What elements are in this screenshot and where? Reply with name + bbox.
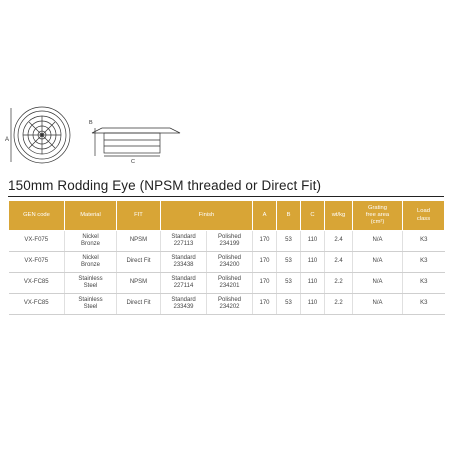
header-a: A [253,201,277,231]
cell-c: 110 [301,252,325,273]
table-row [9,294,445,315]
dimension-b-label: B [89,120,93,126]
cell-c: 110 [301,294,325,315]
table-row [9,231,445,252]
cell-finish-standard [161,231,207,252]
cell-finish-polished-label: Polished [217,254,241,261]
cell-finish-standard [161,273,207,294]
cell-material-line1: Nickel [82,233,99,240]
cell-weight: 2.4 [325,252,353,273]
cell-finish-polished-code: 234202 [219,304,240,310]
cell-fit: Direct Fit [117,294,161,315]
cell-b: 53 [277,273,301,294]
table-row [9,273,445,294]
title-divider [8,196,444,197]
cell-a: 170 [253,294,277,315]
header-load-class [403,201,445,231]
product-title: 150mm Rodding Eye (NPSM threaded or Direct Fit) [8,178,322,193]
product-drawings [0,100,452,170]
cell-weight: 2.2 [325,273,353,294]
table-row [9,252,445,273]
cell-material-line2: Steel [83,304,98,310]
header-grating-free-area [353,201,403,231]
header-grating-line3: (cm²) [370,219,385,226]
cell-material-line1: Stainless [78,275,103,282]
cell-a: 170 [253,231,277,252]
header-load-line1: Load [417,208,430,215]
cell-grating: N/A [353,294,403,315]
cell-material-line2: Bronze [80,241,100,247]
cell-a: 170 [253,273,277,294]
cell-load: K3 [403,231,445,252]
cell-finish-standard [161,294,207,315]
cell-grating: N/A [353,231,403,252]
cell-material [65,294,117,315]
cell-finish-polished-label: Polished [217,275,241,282]
cell-finish-polished-code: 234199 [219,241,240,247]
cell-finish-standard-label: Standard [171,275,196,282]
dimension-c-label: C [131,159,135,165]
cell-fit: Direct Fit [117,252,161,273]
cell-weight: 2.2 [325,294,353,315]
cell-finish-polished-label: Polished [217,296,241,303]
cell-c: 110 [301,231,325,252]
cell-weight: 2.4 [325,231,353,252]
table-header-row [9,201,445,231]
cell-finish-polished-label: Polished [217,233,241,240]
cell-finish-standard-code: 227114 [173,283,194,289]
cell-finish-standard-code: 227113 [173,241,194,247]
cell-finish-standard-label: Standard [171,233,196,240]
cell-material-line2: Steel [83,283,98,289]
cell-finish-polished [207,294,253,315]
cell-code: VX-F075 [9,252,65,273]
cell-finish-standard-code: 233439 [173,304,194,310]
header-weight: wt/kg [325,201,353,231]
cell-finish-polished [207,252,253,273]
cell-fit: NPSM [117,273,161,294]
dimension-a-label: A [5,137,10,143]
cell-code: VX-F075 [9,231,65,252]
cell-material [65,273,117,294]
cell-material-line2: Bronze [80,262,100,268]
cell-finish-standard-label: Standard [171,296,196,303]
cell-b: 53 [277,231,301,252]
cell-code: VX-FC85 [9,294,65,315]
cell-code: VX-FC85 [9,273,65,294]
cell-finish-polished-code: 234200 [219,262,240,268]
cell-finish-polished-code: 234201 [219,283,240,289]
cell-c: 110 [301,273,325,294]
side-view-drawing [89,120,180,165]
cell-load: K3 [403,252,445,273]
cell-b: 53 [277,252,301,273]
top-view-drawing [5,107,70,163]
cell-grating: N/A [353,252,403,273]
cell-grating: N/A [353,273,403,294]
cell-material-line1: Nickel [82,254,99,261]
header-material: Material [65,201,117,231]
specification-table [8,200,445,315]
cell-load: K3 [403,273,445,294]
cell-finish-polished [207,273,253,294]
cell-load: K3 [403,294,445,315]
cell-finish-standard-label: Standard [171,254,196,261]
cell-material [65,231,117,252]
header-b: B [277,201,301,231]
header-grating-line2: free area [365,211,390,218]
header-c: C [301,201,325,231]
header-load-line2: class [416,215,431,222]
header-fit: FIT [117,201,161,231]
cell-fit: NPSM [117,231,161,252]
header-grating-line1: Grating [367,204,387,211]
header-gen-code: GEN code [9,201,65,231]
cell-material [65,252,117,273]
cell-finish-standard-code: 233438 [173,262,194,268]
cell-finish-polished [207,231,253,252]
cell-material-line1: Stainless [78,296,103,303]
header-finish: Finish [161,201,253,231]
cell-finish-standard [161,252,207,273]
cell-b: 53 [277,294,301,315]
cell-a: 170 [253,252,277,273]
